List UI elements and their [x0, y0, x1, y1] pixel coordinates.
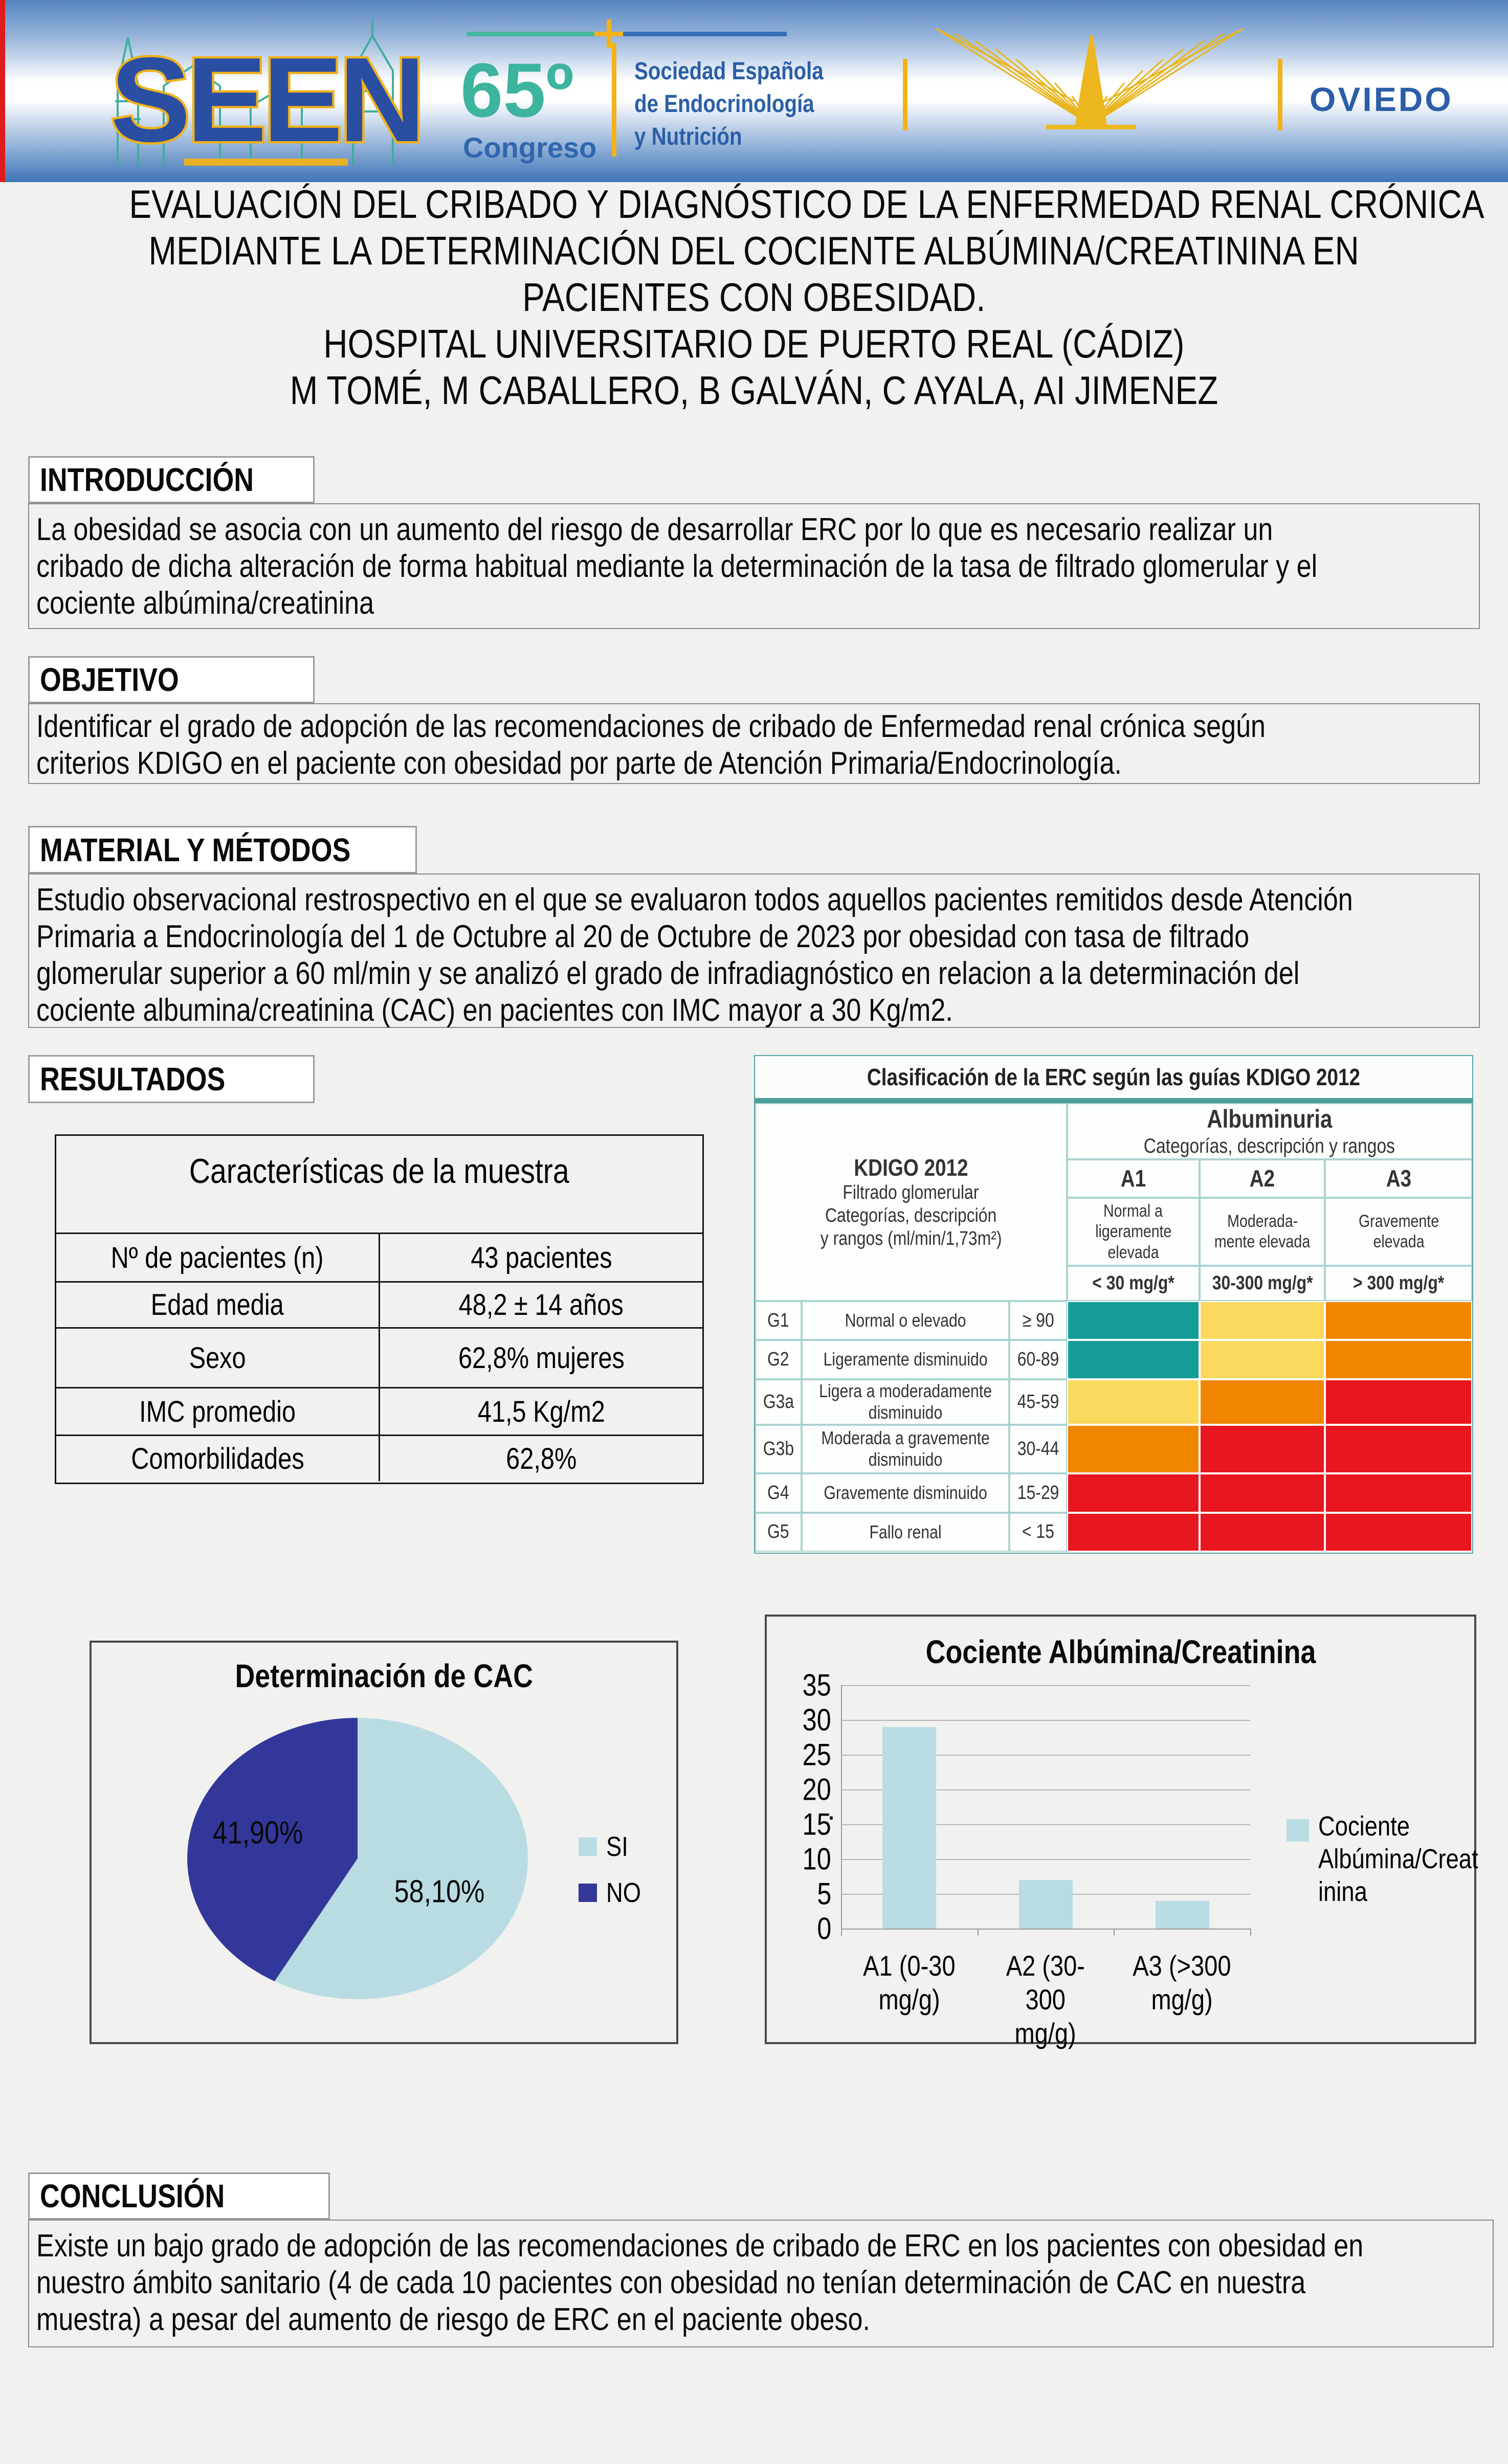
oviedo-sketch-cone — [1075, 35, 1107, 126]
section-body-objetivo — [28, 703, 1480, 784]
text-line: muestra) a pesar del aumento de riesgo de ERC en el paciente obeso. — [36, 2302, 870, 2337]
section-heading-label: INTRODUCCIÓN — [40, 461, 254, 498]
legend-item-no — [579, 1877, 648, 1909]
decor-teal-line — [467, 32, 601, 36]
congress-label: Congreso — [463, 131, 597, 164]
text-line: M TOMÉ, M CABALLERO, B GALVÁN, C AYALA, AI JIMENEZ — [290, 368, 1218, 413]
kdigo-row-range-G2: 60-89 — [1009, 1340, 1067, 1379]
kdigo-cell-G3a-A3 — [1325, 1379, 1472, 1425]
bar-chart-title-text: Cociente Albúmina/Creatinina — [925, 1633, 1316, 1670]
kdigo-cell-G3a-A1 — [1067, 1379, 1200, 1425]
kdigo-col-code-A1: A1 — [1067, 1159, 1200, 1197]
kdigo-cell-G1-A1 — [1067, 1301, 1200, 1340]
kdigo-cell-G5-A2 — [1200, 1513, 1325, 1552]
decor-yellow-bar — [1278, 59, 1282, 130]
kdigo-col-range-A1: < 30 mg/g* — [1067, 1266, 1200, 1301]
kdigo-title-separator — [755, 1098, 1472, 1103]
stray-dot-annotation: . — [827, 1793, 836, 1826]
kdigo-row-code-G2: G2 — [755, 1340, 802, 1379]
kdigo-cell-G2-A2 — [1200, 1340, 1325, 1379]
text-line: de Endocrinología — [634, 91, 814, 118]
text-line: Estudio observacional restrospectivo en el que se evaluaron todos aquellos pacientes remitidos desde Atención — [36, 882, 1353, 917]
x-axis — [841, 1929, 1251, 1930]
text-line: PACIENTES CON OBESIDAD. — [522, 275, 986, 320]
y-axis — [841, 1685, 842, 1936]
kdigo-row-desc-G3b: Moderada a gravemente disminuido — [802, 1425, 1009, 1473]
kdigo-row-code-G1: G1 — [755, 1301, 802, 1340]
section-heading-introduccion — [28, 456, 315, 503]
decor-blue-line — [623, 32, 787, 36]
section-heading-label: OBJETIVO — [40, 661, 179, 698]
society-name — [634, 55, 859, 153]
text-line: MEDIANTE LA DETERMINACIÓN DEL COCIENTE ALBÚMINA/CREATININA EN — [148, 228, 1360, 273]
section-heading-label: CONCLUSIÓN — [40, 2178, 225, 2214]
text-line: Primaria a Endocrinología del 1 de Octubre al 20 de Octubre de 2023 por obesidad con tasa de filtrado — [36, 919, 1250, 954]
gridline — [841, 1685, 1250, 1686]
pie-chart-figure — [90, 1641, 678, 2044]
kdigo-cell-G3b-A1 — [1067, 1425, 1200, 1473]
text-line: HOSPITAL UNIVERSITARIO DE PUERTO REAL (CÁDIZ) — [323, 321, 1185, 366]
kdigo-row-code-G5: G5 — [755, 1513, 802, 1552]
poster-header — [0, 0, 1508, 182]
kdigo-cell-G1-A3 — [1325, 1301, 1472, 1340]
sample-table-title: Características de la muestra — [56, 1136, 702, 1234]
legend-swatch — [1287, 1819, 1309, 1842]
congress-number: 65º — [460, 47, 574, 133]
kdigo-row-range-G4: 15-29 — [1009, 1473, 1067, 1512]
table-cell-label: Edad media — [56, 1283, 380, 1327]
bar-A2 — [1019, 1880, 1073, 1929]
pie-slice-label-si: 58,10% — [394, 1874, 485, 1910]
y-tick-label: 30 — [802, 1703, 831, 1737]
table-cell-value: 43 pacientes — [470, 1241, 612, 1274]
section-body-conclusion — [28, 2220, 1494, 2347]
section-body-introduccion — [28, 503, 1480, 629]
table-cell-label: IMC promedio — [56, 1388, 380, 1435]
table-cell-value: 48,2 ± 14 años — [458, 1288, 624, 1321]
decor-vertical-divider — [612, 43, 616, 156]
y-tick-label: 15 — [802, 1807, 831, 1842]
seen-logo — [87, 9, 445, 178]
kdigo-figure-title-text: Clasificación de la ERC según las guías KDIGO 2012 — [867, 1064, 1361, 1090]
y-tick-label: 0 — [816, 1911, 831, 1946]
seen-logo-text: SEEN — [110, 32, 422, 167]
kdigo-row-range-G5: < 15 — [1009, 1513, 1067, 1552]
kdigo-cell-G2-A3 — [1325, 1340, 1472, 1379]
x-tick — [1250, 1929, 1251, 1936]
bar-A3 — [1156, 1901, 1209, 1929]
section-body-material-y-metodos — [28, 873, 1480, 1028]
table-row — [56, 1283, 702, 1329]
y-tick-label: 20 — [802, 1772, 831, 1807]
kdigo-cell-G4-A1 — [1067, 1473, 1200, 1512]
kdigo-row-desc-G4: Gravemente disminuido — [802, 1473, 1009, 1512]
legend-label-si: SI — [606, 1831, 628, 1862]
bar-A1 — [882, 1727, 936, 1929]
text-line: Sociedad Española — [634, 58, 824, 85]
kdigo-row-desc-G1: Normal o elevado — [802, 1301, 1009, 1340]
y-tick-label: 10 — [802, 1842, 831, 1876]
kdigo-col-desc-A3: Gravemente elevada — [1325, 1198, 1472, 1266]
kdigo-row-code-G3b: G3b — [755, 1425, 802, 1473]
plus-icon — [594, 32, 624, 36]
kdigo-classification-figure — [754, 1055, 1473, 1554]
kdigo-col-desc-A1: Normal a ligeramente elevada — [1067, 1198, 1200, 1266]
kdigo-row-range-G3b: 30-44 — [1009, 1425, 1067, 1473]
text-line: y Nutrición — [634, 123, 742, 150]
table-row — [56, 1436, 702, 1481]
table-row — [56, 1388, 702, 1436]
table-row — [56, 1329, 702, 1388]
kdigo-grid — [755, 1103, 1472, 1552]
legend-item-si — [579, 1831, 632, 1863]
x-category-label: A1 (0-30 mg/g) — [863, 1950, 956, 2015]
text-line: cribado de dicha alteración de forma habitual mediante la determinación de la tasa de filtrado glomerular y el — [36, 549, 1318, 584]
kdigo-col-range-A2: 30-300 mg/g* — [1200, 1266, 1325, 1301]
kdigo-cell-G5-A3 — [1325, 1513, 1472, 1552]
x-category-label: A3 (>300 mg/g) — [1133, 1950, 1231, 2015]
x-tick — [978, 1929, 979, 1936]
y-tick-label: 25 — [802, 1737, 831, 1772]
gridline — [841, 1720, 1250, 1721]
y-tick-label: 35 — [802, 1668, 831, 1703]
kdigo-cell-G3b-A3 — [1325, 1425, 1472, 1473]
kdigo-row-desc-G3a: Ligera a moderadamente disminuido — [802, 1379, 1009, 1425]
legend-label: Cociente Albúmina/Creat inina — [1318, 1811, 1478, 1907]
table-cell-label: Comorbilidades — [56, 1436, 380, 1481]
kdigo-cell-G4-A3 — [1325, 1473, 1472, 1512]
kdigo-cell-G2-A1 — [1067, 1340, 1200, 1379]
kdigo-cell-G5-A1 — [1067, 1513, 1200, 1552]
city-name: OVIEDO — [1310, 80, 1453, 118]
kdigo-col-code-A3: A3 — [1325, 1159, 1472, 1197]
kdigo-row-code-G4: G4 — [755, 1473, 802, 1512]
table-cell-value: 62,8% mujeres — [458, 1341, 625, 1375]
table-cell-label: Nº de pacientes (n) — [56, 1234, 380, 1281]
decor-red-stripe — [0, 0, 5, 182]
y-tick-label: 5 — [816, 1876, 831, 1911]
x-category-label: A2 (30- 300 mg/g) — [1006, 1950, 1085, 2049]
kdigo-row-desc-G5: Fallo renal — [802, 1513, 1009, 1552]
section-heading-objetivo — [28, 656, 315, 703]
kdigo-row-range-G1: ≥ 90 — [1009, 1301, 1067, 1340]
legend-swatch-si — [579, 1838, 597, 1856]
kdigo-cell-G4-A2 — [1200, 1473, 1325, 1512]
kdigo-row-range-G3a: 45-59 — [1009, 1379, 1067, 1425]
text-line: nuestro ámbito sanitario (4 de cada 10 pacientes con obesidad no tenían determinación de CAC en nuestra — [36, 2265, 1306, 2300]
table-cell-value: 62,8% — [505, 1442, 577, 1475]
section-heading-conclusion — [28, 2172, 330, 2220]
text-line: EVALUACIÓN DEL CRIBADO Y DIAGNÓSTICO DE LA ENFERMEDAD RENAL CRÓNICA — [129, 182, 1484, 227]
kdigo-cell-G3b-A2 — [1200, 1425, 1325, 1473]
pie-chart-title-text: Determinación de CAC — [235, 1657, 533, 1694]
section-heading-label: MATERIAL Y MÉTODOS — [40, 831, 351, 868]
text-line: glomerular superior a 60 ml/min y se analizó el grado de infradiagnóstico en relacion a la determinación del — [36, 956, 1300, 991]
text-line: cociente albúmina/creatinina — [36, 586, 374, 621]
poster-title — [0, 181, 1508, 414]
kdigo-col-range-A3: > 300 mg/g* — [1325, 1266, 1472, 1301]
legend-label-no: NO — [606, 1877, 641, 1908]
oviedo-congress-center-sketch — [921, 19, 1258, 135]
section-heading-label: RESULTADOS — [40, 1061, 226, 1097]
sample-characteristics-table — [55, 1134, 704, 1484]
table-cell-label: Sexo — [56, 1329, 380, 1387]
table-cell-value: 41,5 Kg/m2 — [477, 1395, 605, 1428]
kdigo-row-code-G3a: G3a — [755, 1379, 802, 1425]
text-line: criterios KDIGO en el paciente con obesidad por parte de Atención Primaria/Endocrinología. — [36, 746, 1122, 781]
section-heading-resultados — [28, 1055, 315, 1103]
oviedo-sketch-base — [1046, 125, 1136, 129]
x-tick — [841, 1929, 842, 1936]
kdigo-gfr-header: KDIGO 2012 Filtrado glomerular Categorías, descripción y rangos (ml/min/1,73m²) — [755, 1103, 1067, 1301]
text-line: La obesidad se asocia con un aumento del riesgo de desarrollar ERC por lo que es necesario realizar un — [36, 512, 1273, 547]
kdigo-albuminuria-header: Albuminuria Categorías, descripción y rangos — [1067, 1103, 1472, 1159]
section-heading-material-y-metodos — [28, 826, 417, 873]
x-tick — [1114, 1929, 1115, 1936]
kdigo-cell-G3a-A2 — [1200, 1379, 1325, 1425]
kdigo-row-desc-G2: Ligeramente disminuido — [802, 1340, 1009, 1379]
decor-yellow-bar — [903, 59, 907, 130]
text-line: Existe un bajo grado de adopción de las recomendaciones de cribado de ERC en los pacientes con obesidad en — [36, 2228, 1364, 2264]
bar-chart-figure — [765, 1615, 1478, 2049]
kdigo-cell-G1-A2 — [1200, 1301, 1325, 1340]
table-row — [56, 1234, 702, 1283]
text-line: Identificar el grado de adopción de las recomendaciones de cribado de Enfermedad renal crónica según — [36, 709, 1266, 744]
kdigo-figure-title — [755, 1056, 1472, 1098]
kdigo-col-code-A2: A2 — [1200, 1159, 1325, 1197]
legend-swatch-no — [579, 1884, 597, 1902]
kdigo-col-desc-A2: Moderada- mente elevada — [1200, 1198, 1325, 1266]
text-line: cociente albumina/creatinina (CAC) en pacientes con IMC mayor a 30 Kg/m2. — [36, 993, 953, 1028]
pie-slice-label-no: 41,90% — [212, 1815, 303, 1851]
